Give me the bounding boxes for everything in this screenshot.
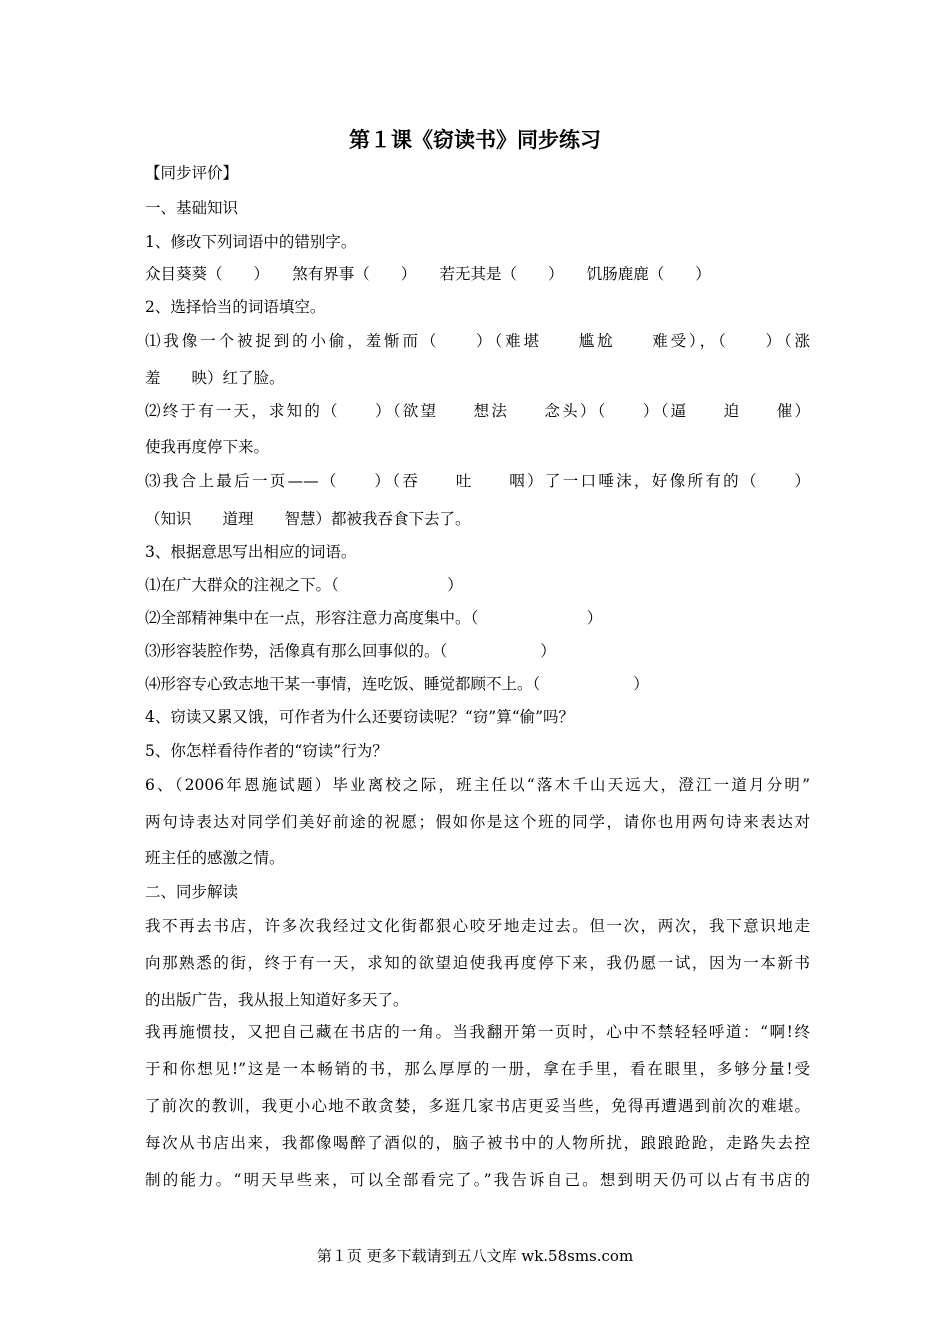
question-6-cont-2: 班主任的感激之情。 [145, 849, 285, 867]
section-heading-basics: 一、基础知识 [145, 199, 239, 217]
question-2-item-1: ⑴我像一个被捉到的小偷，羞惭而（ ）（难堪 尴尬 难受），（ ）（涨 [145, 332, 810, 350]
question-3-item-1: ⑴在广大群众的注视之下。（ ） [145, 576, 463, 594]
question-6: 6、（2006年恩施试题）毕业离校之际，班主任以“落木千山天远大，澄江一道月分明” [145, 776, 810, 794]
section-label-sync-evaluation: 【同步评价】 [145, 164, 239, 182]
question-2-item-3-cont: （知识 道理 智慧）都被我吞食下去了。 [145, 510, 471, 528]
question-1-items: 众目葵葵（ ） 煞有界事（ ） 若无其是（ ） 饥肠鹿鹿（ ） [145, 265, 711, 283]
passage-line: 每次从书店出来，我都像喝醉了酒似的，脑子被书中的人物所扰，踉踉跄跄，走路失去控 [145, 1134, 810, 1152]
question-3-item-4: ⑷形容专心致志地干某一事情，连吃饭、睡觉都顾不上。（ ） [145, 675, 649, 693]
question-2-item-2-cont: 使我再度停下来。 [145, 438, 270, 456]
passage-line: 于和你想见!”这是一本畅销的书，那么厚厚的一册，拿在手里，看在眼里，多够分量!受 [145, 1060, 810, 1078]
question-6-cont-1: 两句诗表达对同学们美好前途的祝愿；假如你是这个班的同学，请你也用两句诗来表达对 [145, 813, 810, 831]
question-1: 1、修改下列词语中的错别字。 [145, 233, 357, 251]
passage-line: 向那熟悉的街，终于有一天，求知的欲望迫使我再度停下来，我仍愿一试，因为一本新书 [145, 954, 810, 972]
question-3-item-2: ⑵全部精神集中在一点，形容注意力高度集中。（ ） [145, 609, 603, 627]
question-3-item-3: ⑶形容装腔作势，活像真有那么回事似的。（ ） [145, 642, 556, 660]
question-2: 2、选择恰当的词语填空。 [145, 298, 326, 316]
passage-line: 制的能力。“明天早些来，可以全部看完了。”我告诉自己。想到明天仍可以占有书店的 [145, 1171, 810, 1189]
question-4: 4、窃读又累又饿，可作者为什么还要窃读呢？“窃”算“偷”吗？ [145, 708, 575, 726]
question-2-item-2: ⑵终于有一天，求知的（ ）（欲望 想法 念头）（ ）（逼 迫 催） [145, 402, 810, 420]
passage-line: 了前次的教训，我更小心地不敢贪婪，多逛几家书店更妥当些，免得再遭遇到前次的难堪。 [145, 1097, 810, 1115]
page-title: 第１课《窃读书》同步练习 [349, 127, 601, 152]
passage-line: 的出版广告，我从报上知道好多天了。 [145, 991, 409, 1009]
passage-line: 我不再去书店，许多次我经过文化街都狠心咬牙地走过去。但一次，两次，我下意识地走 [145, 917, 810, 935]
question-3: 3、根据意思写出相应的词语。 [145, 543, 357, 561]
question-2-item-3: ⑶我合上最后一页——（ ）（吞 吐 咽）了一口唾沫，好像所有的（ ） [145, 472, 810, 490]
passage-line: 我再施惯技，又把自己藏在书店的一角。当我翻开第一页时，心中不禁轻轻呼道：“啊!终 [145, 1023, 810, 1041]
question-5: 5、你怎样看待作者的“窃读”行为？ [145, 742, 388, 760]
section-heading-reading: 二、同步解读 [145, 883, 239, 901]
question-2-item-1-cont: 羞 映）红了脸。 [145, 369, 285, 387]
page-footer: 第１页 更多下载请到五八文库 wk.58sms.com [316, 1247, 634, 1265]
